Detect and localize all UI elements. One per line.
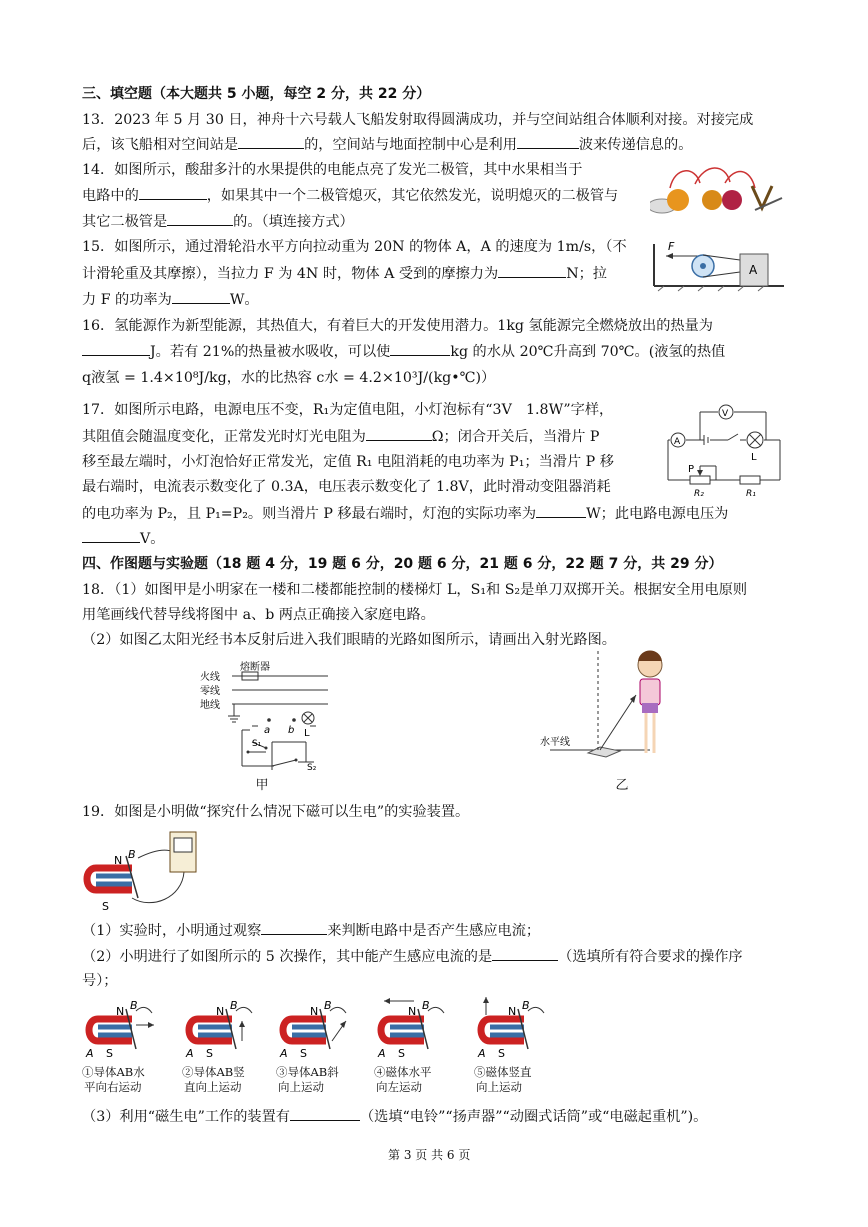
operation-caption: ⑤磁体竖直 向上运动 <box>474 1065 532 1094</box>
q19-sub1: （1）实验时，小明通过观察 来判断电路中是否产生感应电流； <box>82 920 540 941</box>
q15-line1: 15．如图所示，通过滑轮沿水平方向拉动重为 20N 的物体 A，A 的速度为 1m/s，（不 <box>82 239 627 255</box>
q16-line3: q液氢 = 1.4×10⁸J/kg，水的比热容 c水 = 4.2×10³J/(kg•℃)） <box>82 370 496 386</box>
point-a-label: a <box>264 725 271 736</box>
q13-line1: 13．2023 年 5 月 30 日，神舟十六号载人飞船发射取得圆满成功，并与空间站组合体顺利对接。对接完成 <box>82 112 754 128</box>
operation-figure <box>474 995 554 1095</box>
point-b-label: B <box>130 999 138 1012</box>
north-pole-label: N <box>116 1005 125 1018</box>
q17-line2: 其阻值会随温度变化，正常发光时灯光电阻为 Ω；闭合开关后，当滑片 P <box>82 426 599 447</box>
south-pole-label: S <box>106 1047 113 1060</box>
point-a-label: A <box>86 1047 94 1060</box>
south-pole-label: S <box>300 1047 307 1060</box>
q13-line2: 后，该飞船相对空间站是 的，空间站与地面控制中心是利用 波来传递信息的。 <box>82 134 692 155</box>
household-circuit-figure <box>190 660 340 775</box>
point-b-label: B <box>522 999 530 1012</box>
point-b-label: B <box>324 999 332 1012</box>
point-a-label: A <box>280 1047 288 1060</box>
fruit-battery-figure <box>650 158 785 218</box>
operation-caption: ④磁体水平 向左运动 <box>374 1065 432 1094</box>
operation-caption: ①导体AB水 平向右运动 <box>82 1065 145 1094</box>
point-b-label: B <box>128 848 136 861</box>
answer-blank[interactable] <box>536 503 586 518</box>
switch-s2-label: S₂ <box>307 763 317 773</box>
answer-blank[interactable] <box>517 134 579 149</box>
ground-wire-label: 地线 <box>200 700 220 711</box>
lamp-label: L <box>304 728 310 739</box>
operation-figure <box>374 995 454 1095</box>
answer-blank[interactable] <box>172 289 230 304</box>
q15-line2: 计滑轮重及其摩擦），当拉力 F 为 4N 时，物体 A 受到的摩擦力为 N；拉 <box>82 263 607 284</box>
north-pole-label: N <box>114 854 123 867</box>
page-footer: 第 3 页 共 6 页 <box>388 1148 471 1162</box>
q17-line5: 的电功率为 P₂，且 P₁=P₂。则当滑片 P 移最右端时，灯泡的实际功率为 W；此电路电源电压为 <box>82 503 728 524</box>
r1-label: R₁ <box>746 489 756 498</box>
point-a-label: A <box>378 1047 386 1060</box>
slider-label: P <box>688 464 695 475</box>
q16-line1: 16．氢能源作为新型能源，其热值大，有着巨大的开发使用潜力。1kg 氢能源完全燃烧放出的热量为 <box>82 318 713 334</box>
q18-line1: 18．（1）如图甲是小明家在一楼和二楼都能控制的楼梯灯 L，S₁和 S₂是单刀双掷开关。根据安全用电原则 <box>82 582 748 598</box>
q17-line4: 最右端时，电流表示数变化了 0.3A，电压表示数变化了 1.8V，此时滑动变阻器消耗 <box>82 479 611 495</box>
north-pole-label: N <box>216 1005 225 1018</box>
q19-sub3: （3）利用“磁生电”工作的装置有 （选填“电铃”“扬声器”“动圈式话筒”或“电磁起重机”)。 <box>82 1106 707 1127</box>
q17-line1: 17．如图所示电路，电源电压不变，R₁为定值电阻，小灯泡标有“3V 1.8W”字样， <box>82 402 614 418</box>
q18-line2: 用笔画线代替导线将图中 a、b 两点正确接入家庭电路。 <box>82 607 435 623</box>
q16-line2: J。若有 21%的热量被水吸收，可以使 kg 的水从 20℃升高到 70℃。(液氢的热值 <box>82 341 725 362</box>
south-pole-label: S <box>498 1047 505 1060</box>
q17-line6: V。 <box>82 528 164 549</box>
answer-blank[interactable] <box>498 263 566 278</box>
point-a-label: A <box>478 1047 486 1060</box>
south-pole-label: S <box>102 900 109 912</box>
induction-apparatus-figure <box>82 828 212 912</box>
figure-yi-caption: 乙 <box>615 778 629 793</box>
answer-blank[interactable] <box>82 528 140 543</box>
r2-label: R₂ <box>694 489 704 498</box>
answer-blank[interactable] <box>167 211 233 226</box>
answer-blank[interactable] <box>238 134 304 149</box>
neutral-wire-label: 零线 <box>200 686 220 697</box>
figure-jia-caption: 甲 <box>255 778 269 793</box>
q17-line3: 移至最左端时，小灯泡恰好正常发光，定值 R₁ 电阻消耗的电功率为 P₁；当滑片 P 移 <box>82 454 614 470</box>
north-pole-label: N <box>508 1005 517 1018</box>
operation-figure <box>182 995 262 1095</box>
voltmeter-label: V <box>722 409 729 419</box>
switch-s1-label: S₁ <box>252 739 262 749</box>
q19-sub2-cont: 号）； <box>82 973 118 989</box>
q15-line3: 力 F 的功率为 W。 <box>82 289 259 310</box>
point-b-label: B <box>422 999 430 1012</box>
point-a-label: A <box>186 1047 194 1060</box>
reflection-figure <box>540 635 690 775</box>
answer-blank[interactable] <box>290 1106 360 1121</box>
section-title-experiments: 四、作图题与实验题（18 题 4 分，19 题 6 分，20 题 6 分，21 题 6 分，22 题 7 分，共 29 分） <box>82 556 723 572</box>
operation-caption: ②导体AB竖 直向上运动 <box>182 1065 245 1094</box>
answer-blank[interactable] <box>139 185 207 200</box>
answer-blank[interactable] <box>82 341 150 356</box>
q14-line3: 其它二极管是 的。（填连接方式） <box>82 211 354 232</box>
fuse-label: 熔断器 <box>240 662 270 673</box>
point-b-label: B <box>230 999 238 1012</box>
q14-line1: 14．如图所示，酸甜多汁的水果提供的电能点亮了发光二极管，其中水果相当于 <box>82 162 583 178</box>
force-label: F <box>668 240 675 253</box>
south-pole-label: S <box>206 1047 213 1060</box>
north-pole-label: N <box>408 1005 417 1018</box>
north-pole-label: N <box>310 1005 319 1018</box>
point-b-label: b <box>288 725 295 736</box>
answer-blank[interactable] <box>492 946 558 961</box>
q18-line3: （2）如图乙太阳光经书本反射后进入我们眼睛的光路如图所示，请画出入射光路图。 <box>82 632 616 648</box>
block-label: A <box>749 263 758 277</box>
live-wire-label: 火线 <box>200 672 220 683</box>
south-pole-label: S <box>398 1047 405 1060</box>
answer-blank[interactable] <box>390 341 450 356</box>
operation-figure <box>82 995 162 1095</box>
operation-figure <box>276 995 356 1095</box>
q19-sub2: （2）小明进行了如图所示的 5 次操作，其中能产生感应电流的是 （选填所有符合要求的操作序 <box>82 946 743 967</box>
q14-line2: 电路中的 ，如果其中一个二极管熄灭，其它依然发光，说明熄灭的二极管与 <box>82 185 618 206</box>
operation-caption: ③导体AB斜 向上运动 <box>276 1065 339 1094</box>
circuit-figure-q17 <box>660 400 785 498</box>
horizontal-line-label: 水平线 <box>540 737 570 748</box>
section-title-fill-in: 三、填空题（本大题共 5 小题，每空 2 分，共 22 分） <box>82 86 431 102</box>
lamp-label: L <box>751 452 757 463</box>
ammeter-label: A <box>674 437 681 447</box>
answer-blank[interactable] <box>366 426 432 441</box>
q19-line1: 19．如图是小明做“探究什么情况下磁可以生电”的实验装置。 <box>82 804 470 820</box>
answer-blank[interactable] <box>261 920 327 935</box>
pulley-figure <box>648 236 788 292</box>
